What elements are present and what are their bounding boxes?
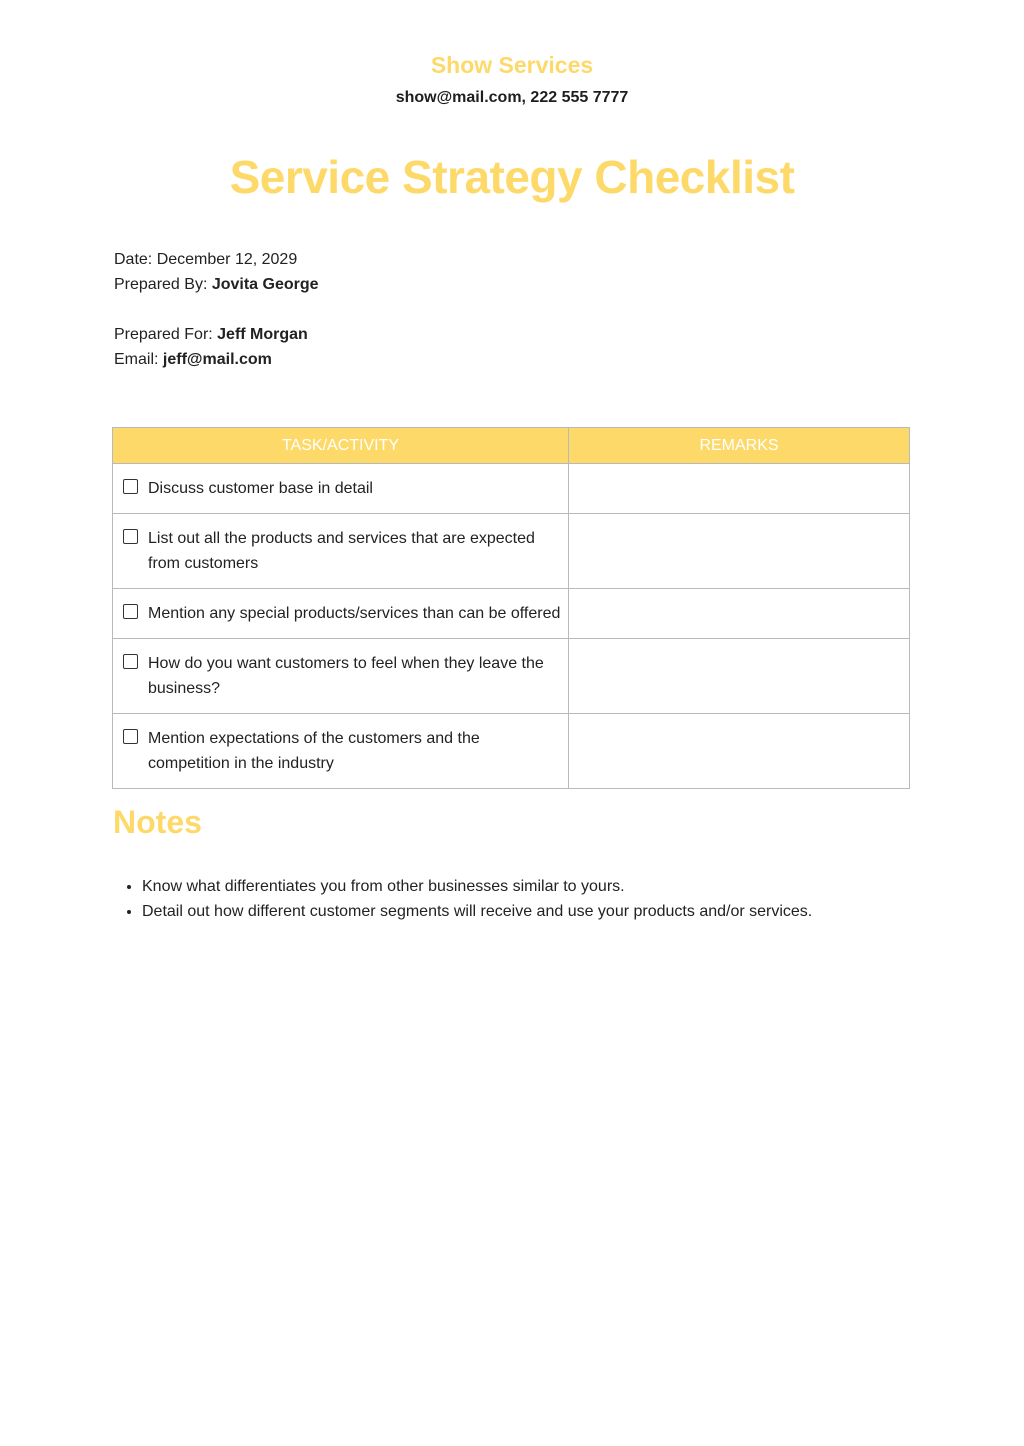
date-value: December 12, 2029 xyxy=(156,251,298,268)
table-row xyxy=(113,514,910,589)
notes-heading: Notes xyxy=(113,804,202,840)
checklist-table xyxy=(112,427,910,789)
remarks-cell[interactable] xyxy=(569,714,910,789)
table-row xyxy=(113,464,910,514)
prepared-for-line xyxy=(114,322,308,347)
prepared-by-line xyxy=(114,272,319,297)
list-item: • Know what differentiates you from other businesses similar to yours. xyxy=(142,874,812,899)
email-label: Email: xyxy=(114,351,163,368)
task-text: List out all the products and services that are expected from customers xyxy=(148,530,535,572)
table-row xyxy=(113,639,910,714)
remarks-cell[interactable] xyxy=(569,514,910,589)
remarks-cell[interactable] xyxy=(569,639,910,714)
remarks-cell[interactable] xyxy=(569,589,910,639)
date-line xyxy=(114,247,297,272)
task-cell xyxy=(113,464,569,514)
checkbox[interactable] xyxy=(123,529,138,544)
email-value: jeff@mail.com xyxy=(162,351,272,368)
task-text: Mention any special products/services than can be offered xyxy=(148,605,561,622)
table-row xyxy=(113,589,910,639)
prepared-by-value: Jovita George xyxy=(211,276,319,293)
task-cell xyxy=(113,714,569,789)
notes-list xyxy=(114,874,812,924)
company-contact: show@mail.com, 222 555 7777 xyxy=(395,89,629,106)
list-item: • Detail out how different customer segments will receive and use your products and/or services. xyxy=(142,899,812,924)
remarks-cell[interactable] xyxy=(569,464,910,514)
prepared-for-label: Prepared For: xyxy=(114,326,218,343)
document-title: Service Strategy Checklist xyxy=(229,151,795,203)
task-text: How do you want customers to feel when they leave the business? xyxy=(148,655,544,697)
checkbox[interactable] xyxy=(123,729,138,744)
checkbox[interactable] xyxy=(123,654,138,669)
date-label: Date: xyxy=(114,251,157,268)
checkbox[interactable] xyxy=(123,479,138,494)
task-cell xyxy=(113,639,569,714)
task-cell xyxy=(113,514,569,589)
prepared-for-value: Jeff Morgan xyxy=(217,326,308,343)
table-row xyxy=(113,714,910,789)
task-text: Discuss customer base in detail xyxy=(148,480,373,497)
company-name: Show Services xyxy=(430,52,594,78)
header-remarks: REMARKS xyxy=(569,428,910,464)
header-task-activity: TASK/ACTIVITY xyxy=(113,428,569,464)
task-text: Mention expectations of the customers and the competition in the industry xyxy=(148,730,480,772)
email-line xyxy=(114,347,272,372)
prepared-by-label: Prepared By: xyxy=(114,276,212,293)
table-header-row xyxy=(113,428,910,464)
task-cell xyxy=(113,589,569,639)
checkbox[interactable] xyxy=(123,604,138,619)
